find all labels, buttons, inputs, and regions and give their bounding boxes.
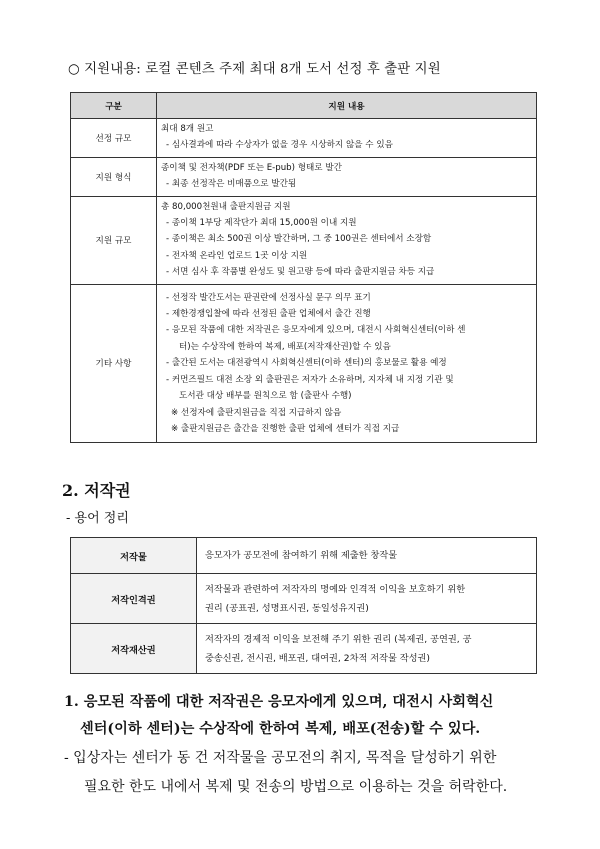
content-line: 터)는 수상작에 한하여 복제, 배포(저작재산권)할 수 있음 (179, 341, 391, 352)
table-row (71, 196, 537, 284)
term-label: 저작인격권 (71, 574, 197, 624)
content-line: - 출간된 도서는 대전광역시 사회혁신센터(이하 센터)의 홍보물로 활용 예정 (166, 358, 447, 369)
table-row (71, 574, 537, 624)
definition-line: 응모자가 공모전에 참여하기 위해 제출한 창작물 (205, 550, 398, 561)
row-category: 기타 사항 (71, 284, 157, 443)
support-details-table (70, 92, 537, 443)
definition-line: 중송신권, 전시권, 배포권, 대여권, 2차적 저작물 작성권) (205, 652, 431, 664)
content-note: ※ 선정자에 출판지원금을 직접 지급하지 않음 (171, 407, 342, 418)
content-line: - 최종 선정작은 비매품으로 발간됨 (166, 179, 297, 190)
support-content-heading: ○ 지원내용: 로컬 콘텐츠 주제 최대 8개 도서 선정 후 출판 지원 (68, 62, 441, 77)
content-note: ※ 출판지원금은 출간을 진행한 출판 업체에 센터가 직접 지급 (171, 423, 400, 434)
terms-table (70, 537, 537, 674)
definition-line: 권리 (공표권, 성명표시권, 동일성유지권) (205, 602, 369, 614)
paragraph-line: 1. 응모된 작품에 대한 저작권은 응모자에게 있으며, 대전시 사회혁신 (64, 694, 494, 710)
term-definition (197, 624, 537, 674)
paragraph-line: 센터(이하 센터)는 수상작에 한하여 복제, 배포(전송)할 수 있다. (80, 721, 481, 737)
table-row (71, 538, 537, 574)
content-line: - 전자책 온라인 업로드 1곳 이상 지원 (166, 250, 308, 261)
paragraph-line: - 입상자는 센터가 동 건 저작물을 공모전의 취지, 목적을 달성하기 위한 (64, 750, 497, 766)
row-category: 지원 규모 (71, 196, 157, 284)
paragraph-line: 필요한 한도 내에서 복제 및 전송의 방법으로 이용하는 것을 허락한다. (84, 779, 508, 795)
row-content (157, 119, 537, 158)
row-content (157, 284, 537, 443)
term-definition (197, 574, 537, 624)
definition-line: 저작물과 관련하여 저작자의 명예와 인격적 이익을 보호하기 위한 (205, 583, 466, 595)
content-line: 총 80,000천원내 출판지원금 지원 (161, 201, 291, 212)
row-category: 지원 형식 (71, 157, 157, 196)
content-line: - 서면 심사 후 작품별 완성도 및 원고량 등에 따라 출판지원금 차등 지급 (166, 267, 435, 278)
column-header-content: 지원 내용 (157, 93, 537, 119)
content-line: 종이책 및 전자책(PDF 또는 E-pub) 형태로 발간 (161, 162, 342, 173)
content-line: - 커먼즈필드 대전 소장 외 출판권은 저자가 소유하며, 지자체 내 지정 기관 및 (166, 374, 454, 385)
copyright-clause-2 (64, 744, 544, 802)
term-label: 저작물 (71, 538, 197, 574)
table-header-row (71, 93, 537, 119)
table-row (71, 157, 537, 196)
content-line: 도서관 대상 배부를 원칙으로 함 (출판사 수행) (179, 391, 352, 402)
table-row (71, 284, 537, 443)
term-label: 저작재산권 (71, 624, 197, 674)
section-title: 2. 저작권 (62, 481, 131, 500)
term-definition (197, 538, 537, 574)
table-row (71, 119, 537, 158)
definition-line: 저작자의 경제적 이익을 보전해 주기 위한 권리 (복제권, 공연권, 공 (205, 633, 472, 645)
content-line: - 제한경쟁입찰에 따라 선정된 출판 업체에서 출간 진행 (166, 309, 371, 320)
row-content (157, 196, 537, 284)
row-category: 선정 규모 (71, 119, 157, 158)
content-line: - 선정작 발간도서는 판권란에 선정사실 문구 의무 표기 (166, 292, 371, 303)
row-content (157, 157, 537, 196)
content-line: - 종이책은 최소 500권 이상 발간하며, 그 중 100권은 센터에서 소장함 (166, 234, 432, 245)
content-line: - 종이책 1부당 제작단가 최대 15,000원 이내 지원 (166, 218, 357, 229)
table-row (71, 624, 537, 674)
copyright-clause-1 (64, 689, 544, 743)
content-line: - 응모된 작품에 대한 저작권은 응모자에게 있으며, 대전시 사회혁신센터(이하 센 (166, 325, 466, 336)
section-subtitle: - 용어 정리 (66, 511, 129, 526)
content-line: 최대 8개 원고 (161, 124, 214, 134)
content-line: - 심사결과에 따라 수상자가 없을 경우 시상하지 않을 수 있음 (166, 140, 393, 151)
column-header-category: 구분 (71, 93, 157, 119)
